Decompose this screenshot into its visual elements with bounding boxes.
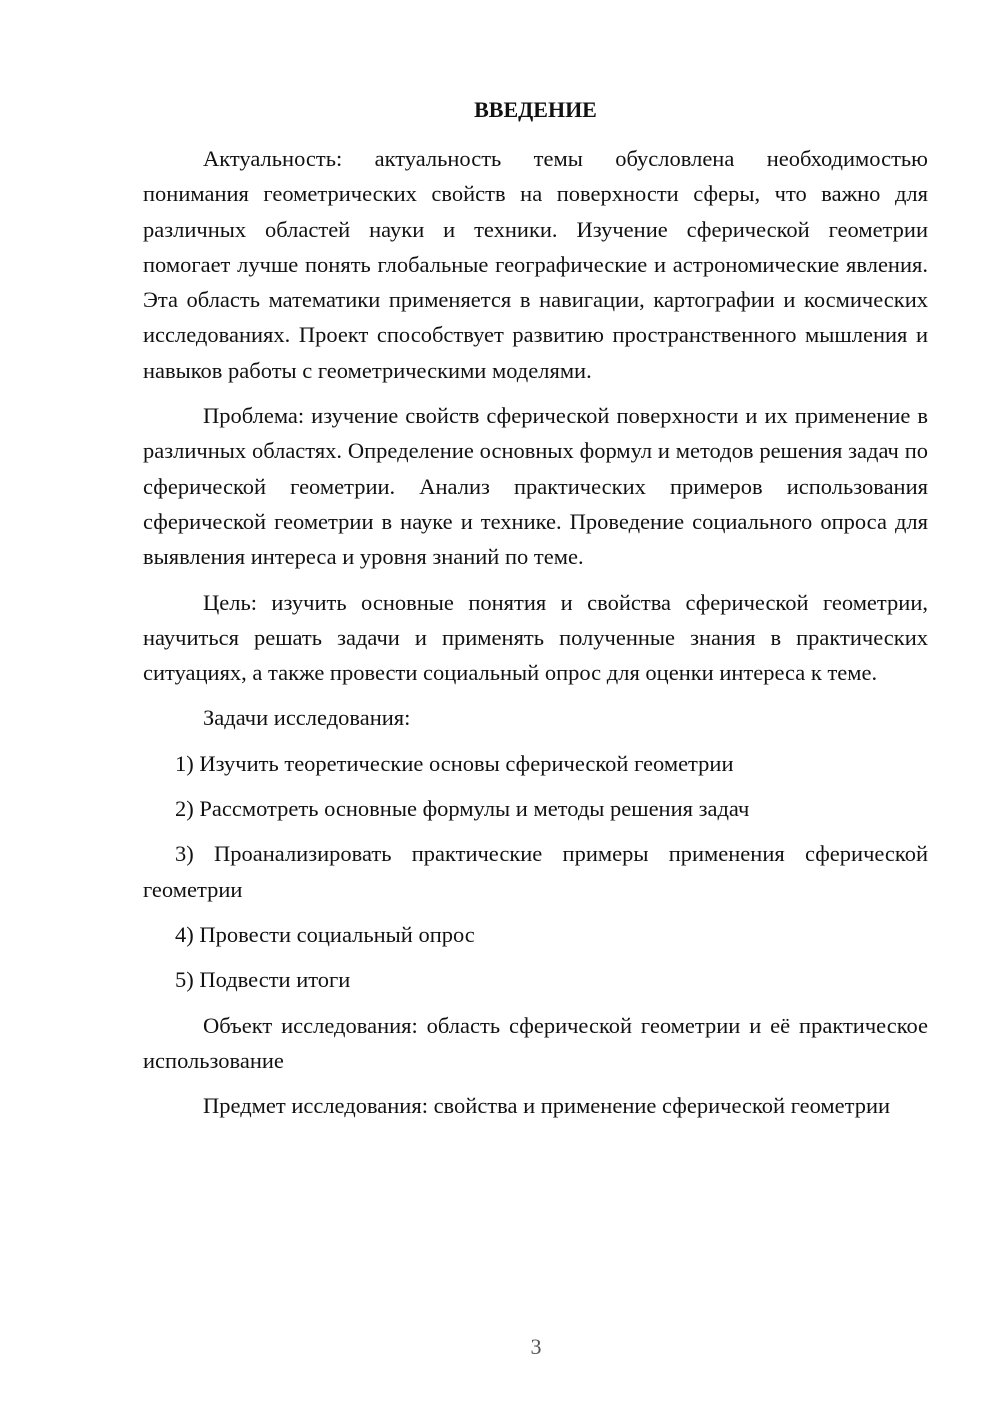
- relevance-paragraph: Актуальность: актуальность темы обусловлена необходимостью понимания геометрических свойств на поверхности сферы, что важно для различных областей науки и техники. Изучение сферической геометрии помогает лучше понять глобальные географические и астрономические явления. Эта область математики применяется в навигации, картографии и космических исследованиях. Проект способствует развитию пространственного мышления и навыков работы с геометрическими моделями.: [143, 146, 928, 383]
- document-body: [143, 141, 928, 1133]
- list-item: 2) Рассмотреть основные формулы и методы решения задач: [175, 796, 750, 822]
- page-number: 3: [530, 1334, 542, 1359]
- tasks-list: [143, 746, 928, 998]
- list-item: 5) Подвести итоги: [175, 967, 351, 993]
- subject-paragraph: Предмет исследования: свойства и применение сферической геометрии: [203, 1093, 891, 1119]
- section-heading: ВВЕДЕНИЕ: [474, 97, 597, 122]
- list-item: 4) Провести социальный опрос: [175, 921, 475, 947]
- goal-paragraph: Цель: изучить основные понятия и свойства сферической геометрии, научиться решать задачи и применять полученные знания в практических ситуациях, а также провести социальный опрос для оценки интереса к теме.: [143, 589, 928, 686]
- object-paragraph: Объект исследования: область сферической геометрии и её практическое использование: [143, 1012, 928, 1073]
- tasks-heading: Задачи исследования:: [203, 705, 411, 731]
- problem-paragraph: Проблема: изучение свойств сферической поверхности и их применение в различных областях. Определение основных формул и методов решения задач по сферической геометрии. Анализ практических примеров использования сферической геометрии в науке и технике. Проведение социального опроса для выявления интереса и уровня знаний по теме.: [143, 403, 928, 570]
- list-item: 1) Изучить теоретические основы сферической геометрии: [175, 750, 734, 776]
- list-item: 3) Проанализировать практические примеры применения сферической геометрии: [143, 841, 928, 902]
